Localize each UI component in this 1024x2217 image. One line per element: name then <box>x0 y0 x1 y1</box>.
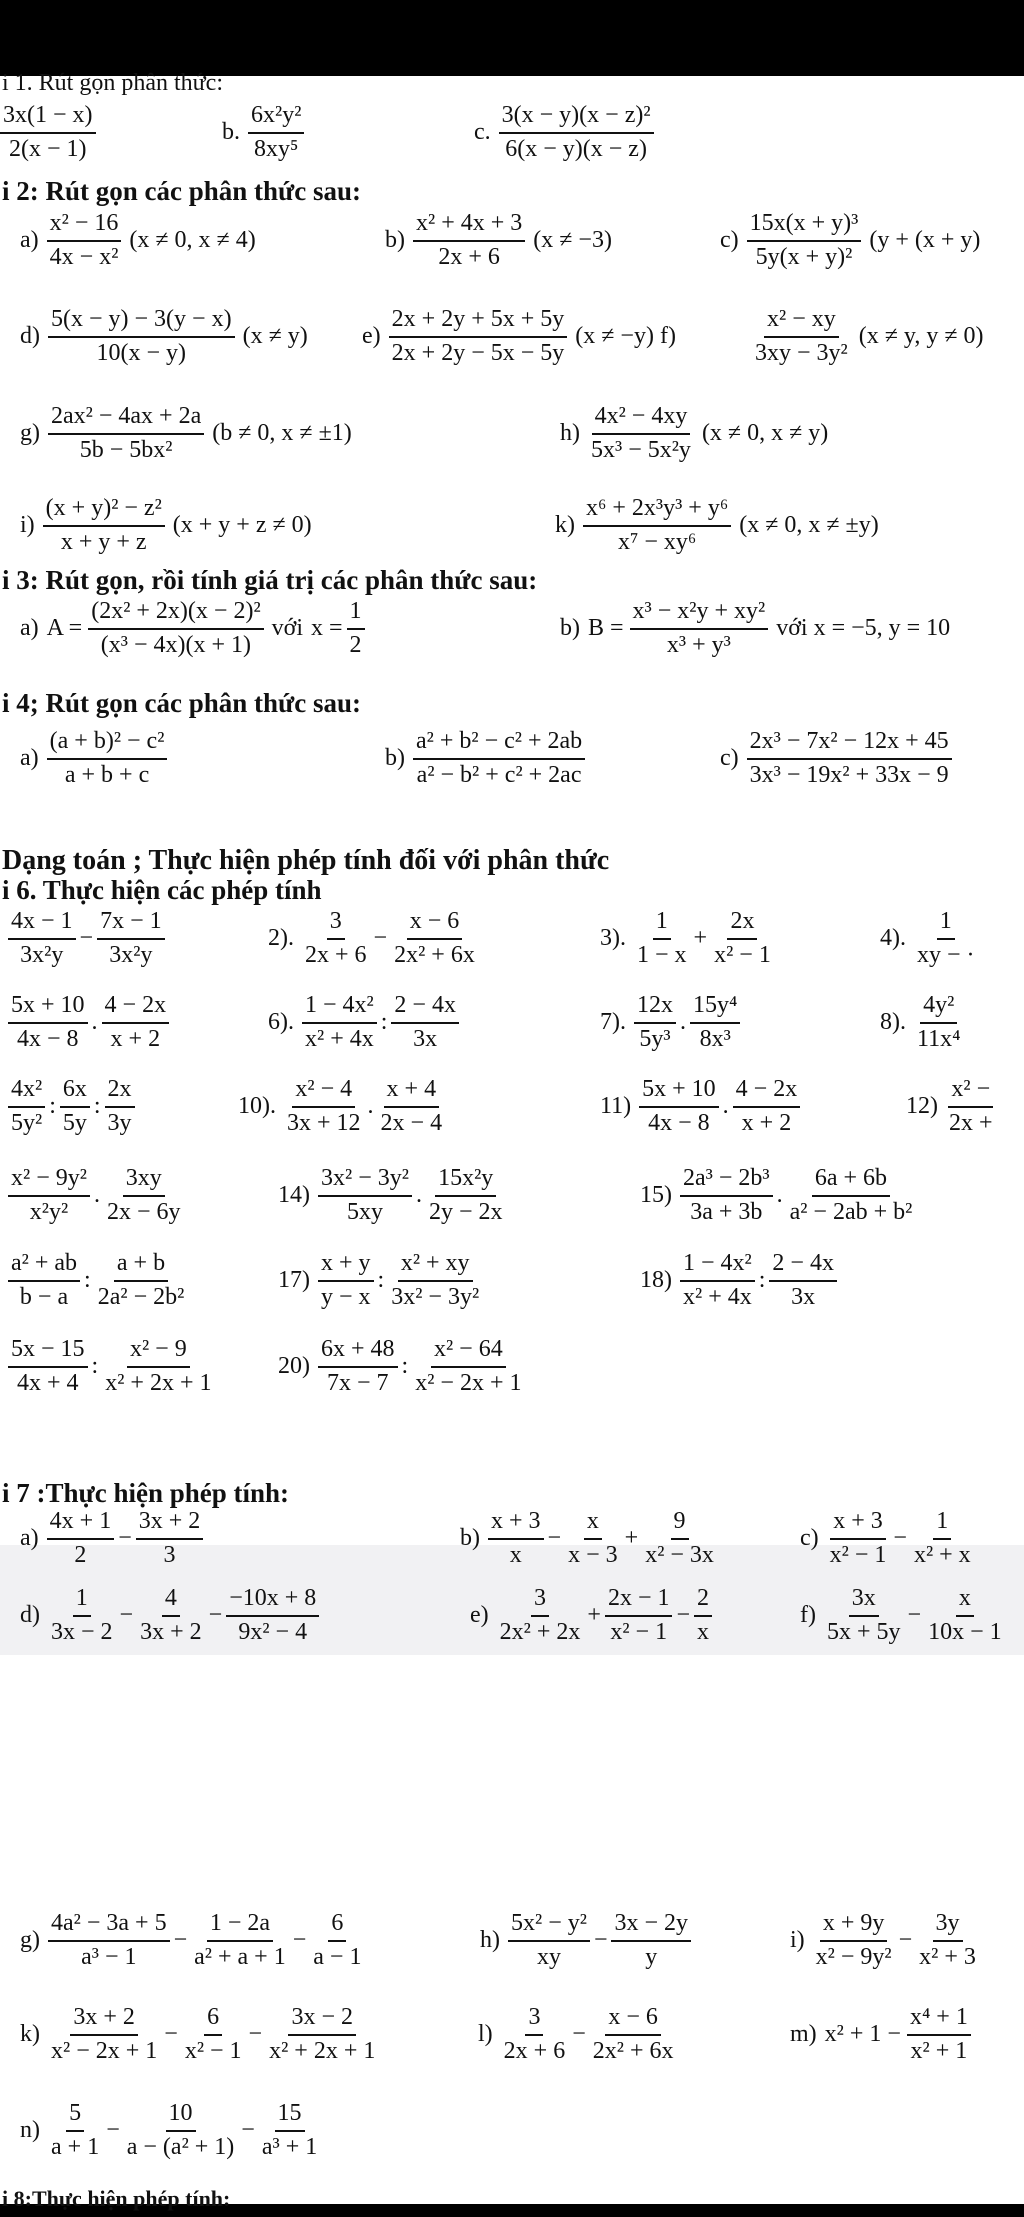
ex2-d: d) $\frac{5(x - y) - 3(y - x)}{10(x - y)}$ (x ≠ y) <box>20 306 308 366</box>
ex6-18: 18) $\frac{\text{1 − 4x²}}{\text{x² + 4x}}$ : $\frac{2 - 4x}{3x}$ <box>640 1250 837 1311</box>
ex4-b: b) $\frac{\text{a² + b² − c² + 2ab}}{\text{a² − b² + c² + 2ac}}$ <box>385 728 585 789</box>
ex6-15: 15) $\frac{\text{2a³ − 2b³}}{3a + 3b}$ . $\frac{6a + 6b}{\text{a² − 2ab + b²}}$ <box>640 1165 913 1225</box>
ex6-14: 14) $\frac{\text{3x² − 3y²}}{5xy}$ . $\frac{\text{15x²y}}{2y - 2x}$ <box>278 1165 503 1225</box>
ex7-n: n) $\frac{5}{a + 1}$ − $\frac{10}{\text{a − (a² + 1)}}$ − $\frac{15}{\text{a³ + 1}}$ <box>20 2100 318 2160</box>
ex7-i: i) $\frac{x + 9y}{\text{x² − 9y²}}$ − $\frac{3y}{\text{x² + 3}}$ <box>790 1910 976 1970</box>
ex6-7: 7). $\frac{12x}{\text{5y³}}$ . $\frac{\text{15y⁴}}{\text{8x³}}$ <box>600 992 740 1053</box>
ex2-h: h) $\frac{\text{4x² − 4xy}}{\text{5x³ − 5x²y}}$ (x ≠ 0, x ≠ y) <box>560 403 829 463</box>
ex6-4: 4). $\frac{1}{xy - \cdot}$ <box>880 908 975 968</box>
ex6-6: 6). $\frac{\text{1 − 4x²}}{\text{x² + 4x}}$ : $\frac{2 - 4x}{3x}$ <box>268 992 459 1053</box>
ex7-e: e) $\frac{3}{\text{2x² + 2x}}$ + $\frac{2x - 1}{\text{x² − 1}}$ − $\frac{2}{x}$ <box>470 1585 712 1646</box>
ex6-13: $\frac{\text{x² − 9y²}}{\text{x²y²}}$ . $\frac{3xy}{2x - 6y}$ <box>8 1165 183 1226</box>
heading-ex6: i 6. Thực hiện các phép tính <box>2 875 322 905</box>
ex6-20: 20) $\frac{6x + 48}{7x - 7}$ : $\frac{\text{x² − 64}}{\text{x² − 2x + 1}}$ <box>278 1336 522 1396</box>
ex1-b: b. $\frac{\text{6x²y²}}{\text{8xy⁵}}$ <box>222 102 304 163</box>
ex6-3: 3). $\frac{1}{1 - x}$ + $\frac{2x}{\text{x² − 1}}$ <box>600 908 771 968</box>
ex1-c: c. $\frac{\text{3(x − y)(x − z)²}}{6(x - y)(x - z)}$ <box>474 102 654 163</box>
ex4-c: c) $\frac{\text{2x³ − 7x² − 12x + 45}}{\text{3x³ − 19x² + 33x − 9}}$ <box>720 728 952 789</box>
ex6-19: $\frac{5x - 15}{4x + 4}$ : $\frac{\text{x² − 9}}{\text{x² + 2x + 1}}$ <box>8 1336 214 1397</box>
heading-ex1: i 1. Rút gọn phân thức: <box>2 70 223 96</box>
ex6-17: 17) $\frac{x + y}{y - x}$ : $\frac{\text{x² + xy}}{\text{3x² − 3y²}}$ <box>278 1250 480 1310</box>
ex3-a: a) A = $\frac{\text{(2x² + 2x)(x − 2)²}}{\text{(x³ − 4x)(x + 1)}}$ với x = $\frac{1}{2}$ <box>20 598 365 659</box>
heading-ex7: i 7 :Thực hiện phép tính: <box>2 1478 290 1508</box>
ex7-k: k) $\frac{3x + 2}{\text{x² − 2x + 1}}$ − $\frac{6}{\text{x² − 1}}$ − $\frac{3x - 2}{\text{x² + 2x + 1}}$ <box>20 2004 376 2064</box>
section-heading: Dạng toán ; Thực hiện phép tính đối với phân thức <box>2 845 610 876</box>
ex7-m: m) x² + 1 − $\frac{\text{x⁴ + 1}}{\text{x² + 1}}$ <box>790 2004 971 2065</box>
ex2-e: e) $\frac{2x + 2y + 5x + 5y}{2x + 2y - 5x - 5y}$ (x ≠ −y) f) <box>362 306 676 366</box>
ex2-c: c) $\frac{\text{15x(x + y)³}}{\text{5y(x + y)²}}$ (y + (x + y) <box>720 210 981 270</box>
ex7-l: l) $\frac{3}{2x + 6}$ − $\frac{x - 6}{\text{2x² + 6x}}$ <box>478 2004 674 2064</box>
ex7-g: g) $\frac{\text{4a² − 3a + 5}}{\text{a³ − 1}}$ − $\frac{1 - 2a}{\text{a² + a + 1}}$ − $\frac{6}{a - 1}$ <box>20 1910 362 1970</box>
ex7-f: f) $\frac{3x}{5x + 5y}$ − $\frac{x}{10x - 1}$ <box>800 1585 1002 1645</box>
heading-ex2: i 2: Rút gọn các phân thức sau: <box>2 176 361 206</box>
heading-ex3: i 3: Rút gọn, rồi tính giá trị các phân thức sau: <box>2 565 538 595</box>
ex7-a: a) $\frac{4x + 1}{2}$ − $\frac{3x + 2}{3}$ <box>20 1508 203 1569</box>
ex7-h: h) $\frac{\text{5x² − y²}}{xy}$ − $\frac{3x - 2y}{y}$ <box>480 1910 691 1971</box>
ex6-11: 11) $\frac{5x + 10}{4x - 8}$ . $\frac{4 - 2x}{x + 2}$ <box>600 1076 800 1137</box>
ex2-a: a) $\frac{\text{x² − 16}}{\text{4x − x²}}$ (x ≠ 0, x ≠ 4) <box>20 210 256 270</box>
heading-ex8: i 8:Thực hiện phép tính: <box>2 2186 231 2211</box>
ex3-b: b) B = $\frac{\text{x³ − x²y + xy²}}{\text{x³ + y³}}$ với x = −5, y = 10 <box>560 598 951 658</box>
ex2-b: b) $\frac{\text{x² + 4x + 3}}{2x + 6}$ (x ≠ −3) <box>385 210 612 270</box>
ex6-12: 12) $\frac{\text{x² −}}{2x +}$ <box>906 1076 993 1136</box>
ex6-2: 2). $\frac{3}{2x + 6}$ − $\frac{x - 6}{\text{2x² + 6x}}$ <box>268 908 475 968</box>
ex6-1: $\frac{4x - 1}{\text{3x²y}}$ − $\frac{7x - 1}{\text{3x²y}}$ <box>8 908 165 969</box>
ex6-16: $\frac{\text{a² + ab}}{b - a}$ : $\frac{a + b}{\text{2a² − 2b²}}$ <box>8 1250 187 1311</box>
ex7-b: b) $\frac{x + 3}{x}$ − $\frac{x}{x - 3}$ + $\frac{9}{\text{x² − 3x}}$ <box>460 1508 714 1568</box>
heading-ex4: i 4; Rút gọn các phân thức sau: <box>2 688 361 718</box>
ex2-f: $\frac{\text{x² − xy}}{\text{3xy − 3y²}}$ (x ≠ y, y ≠ 0) <box>755 306 984 366</box>
ex2-g: g) $\frac{\text{2ax² − 4ax + 2a}}{\text{5b − 5bx²}}$ (b ≠ 0, x ≠ ±1) <box>20 403 352 463</box>
ex7-d: d) $\frac{1}{3x - 2}$ − $\frac{4}{3x + 2}$ − $\frac{-10x + 8}{\text{9x² − 4}}$ <box>20 1585 319 1646</box>
ex4-a: a) $\frac{\text{(a + b)² − c²}}{a + b + c}$ <box>20 728 167 789</box>
ex6-8: 8). $\frac{\text{4y²}}{\text{11x⁴}}$ <box>880 992 961 1052</box>
ex1-a: $\frac{3x(1 - x)}{2(x - 1)}$ <box>0 102 96 163</box>
ex6-5: $\frac{5x + 10}{4x - 8}$ . $\frac{4 - 2x}{x + 2}$ <box>8 992 169 1053</box>
ex7-c: c) $\frac{x + 3}{\text{x² − 1}}$ − $\frac{1}{\text{x² + x}}$ <box>800 1508 971 1568</box>
top-black-bar <box>0 0 1024 76</box>
ex2-i: i) $\frac{\text{(x + y)² − z²}}{x + y + z}$ (x + y + z ≠ 0) <box>20 495 312 555</box>
ex6-10: 10). $\frac{\text{x² − 4}}{3x + 12}$ . $\frac{x + 4}{2x - 4}$ <box>238 1076 443 1136</box>
ex2-k: k) $\frac{\text{x⁶ + 2x³y³ + y⁶}}{\text{x⁷ − xy⁶}}$ (x ≠ 0, x ≠ ±y) <box>555 495 879 555</box>
ex6-9: $\frac{\text{4x²}}{\text{5y²}}$ : $\frac{6x}{5y}$ : $\frac{2x}{3y}$ <box>8 1076 135 1137</box>
